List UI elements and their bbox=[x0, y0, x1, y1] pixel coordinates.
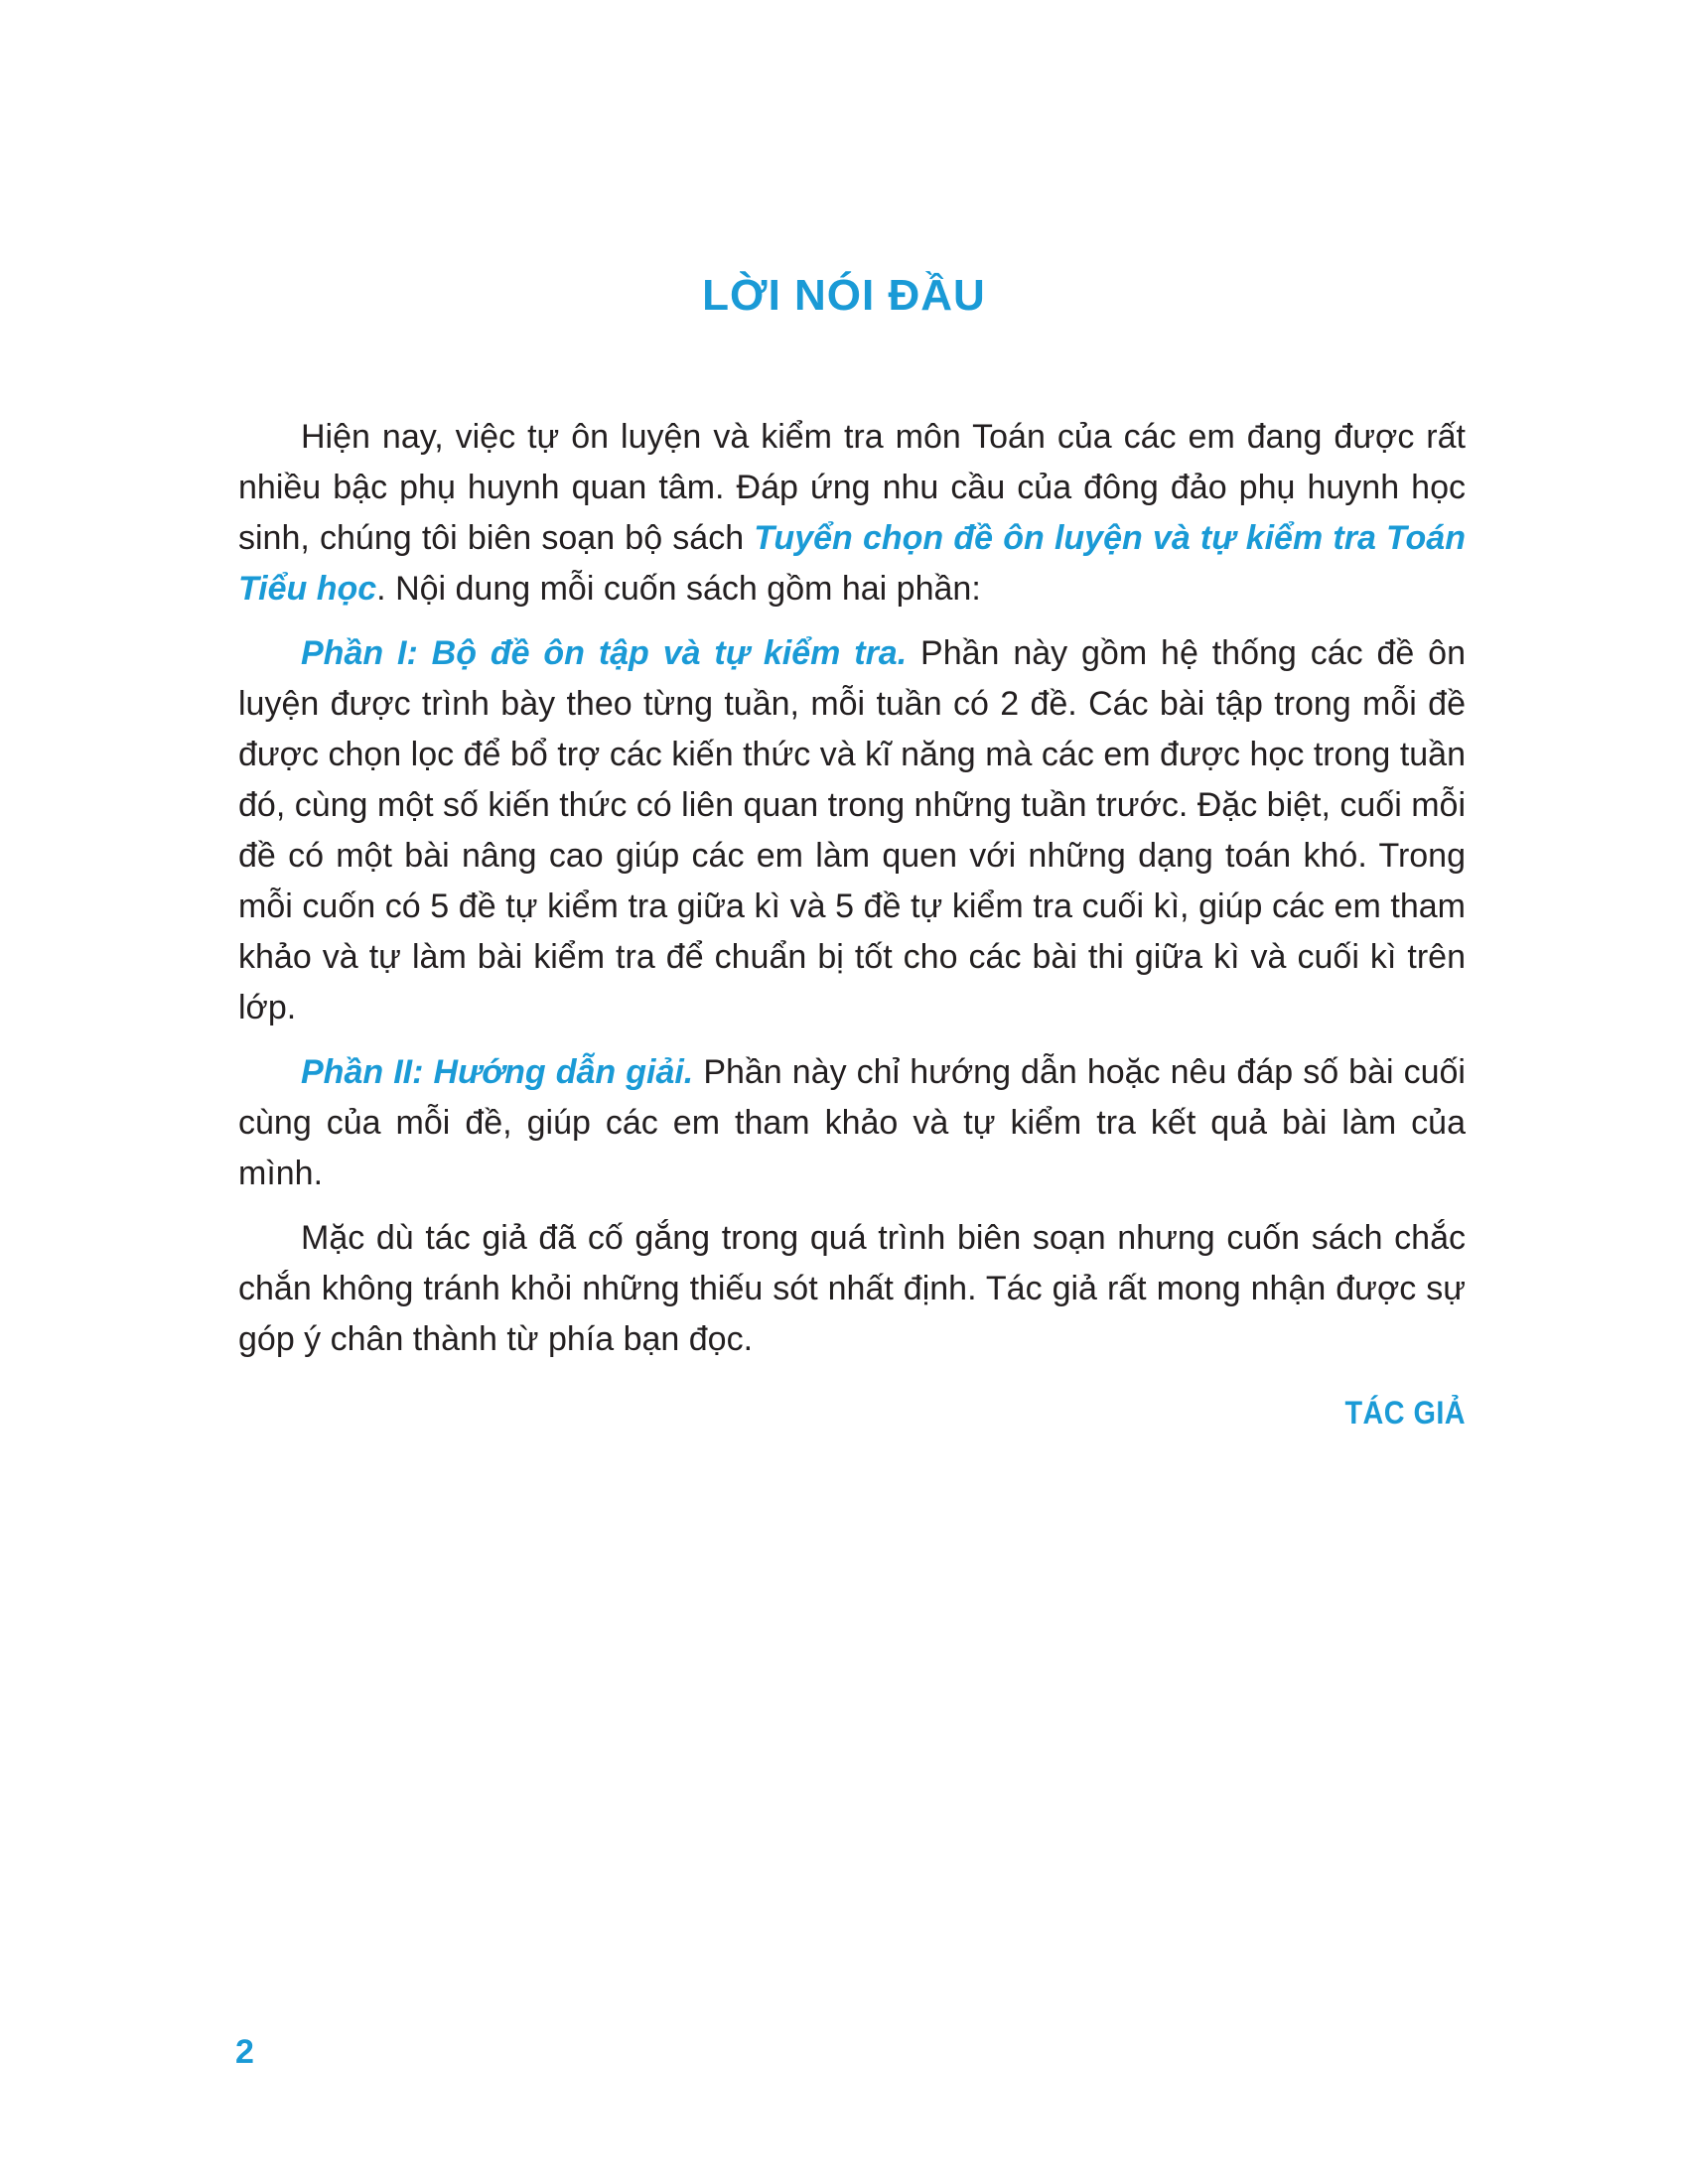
author-signature: TÁC GIẢ bbox=[1344, 1395, 1466, 1431]
part-two-paragraph bbox=[238, 1047, 1466, 1199]
closing-text: Mặc dù tác giả đã cố gắng trong quá trình biên soạn nhưng cuốn sách chắc chắn không tránh khỏi những thiếu sót nhất định. Tác giả rất mong nhận được sự góp ý chân thành từ phía bạn đọc. bbox=[238, 1219, 1466, 1358]
part-one-paragraph bbox=[238, 628, 1466, 1033]
intro-paragraph bbox=[238, 412, 1466, 614]
page-title: LỜI NÓI ĐẦU bbox=[702, 271, 986, 320]
part-two-heading: Phần II: Hướng dẫn giải. bbox=[301, 1053, 694, 1091]
preface-body bbox=[238, 412, 1466, 1379]
closing-paragraph bbox=[238, 1213, 1466, 1365]
part-one-heading: Phần I: Bộ đề ôn tập và tự kiểm tra. bbox=[301, 634, 908, 672]
book-series-title: Tuyển chọn đề ôn luyện và tự kiểm tra Toán Tiểu học bbox=[238, 519, 1466, 608]
page-number: 2 bbox=[235, 2033, 254, 2071]
part-two-text: Phần này chỉ hướng dẫn hoặc nêu đáp số bài cuối cùng của mỗi đề, giúp các em tham khảo và tự kiểm tra kết quả bài làm của mình. bbox=[238, 1053, 1466, 1192]
part-one-text: Phần này gồm hệ thống các đề ôn luyện được trình bày theo từng tuần, mỗi tuần có 2 đề. Các bài tập trong mỗi đề được chọn lọc để bổ trợ các kiến thức và kĩ năng mà các em được học trong tuần đó, cùng một số kiến thức có liên quan trong những tuần trước. Đặc biệt, cuối mỗi đề có một bài nâng cao giúp các em làm quen với những dạng toán khó. Trong mỗi cuốn có 5 đề tự kiểm tra giữa kì và 5 đề tự kiểm tra cuối kì, giúp các em tham khảo và tự làm bài kiểm tra để chuẩn bị tốt cho các bài thi giữa kì và cuối kì trên lớp. bbox=[238, 634, 1466, 1026]
intro-text: Hiện nay, việc tự ôn luyện và kiểm tra môn Toán của các em đang được rất nhiều bậc phụ huynh quan tâm. Đáp ứng nhu cầu của đông đảo phụ huynh học sinh, chúng tôi biên soạn bộ sách bbox=[238, 418, 1466, 557]
intro-text-end: . Nội dung mỗi cuốn sách gồm hai phần: bbox=[376, 570, 981, 608]
